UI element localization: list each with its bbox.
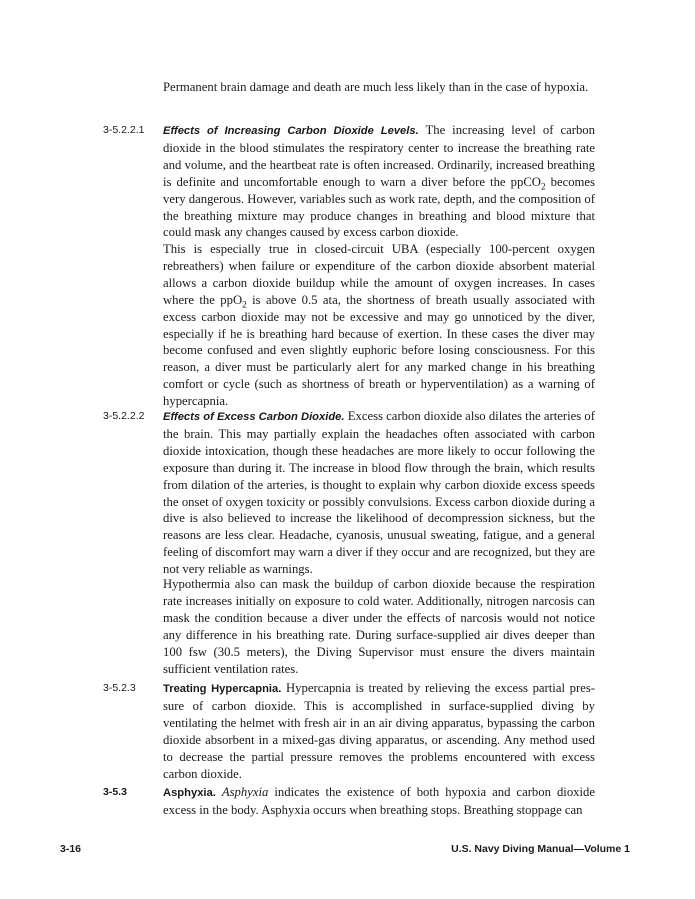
section-number-3-5-2-2-1: 3-5.2.2.1	[103, 124, 145, 136]
paragraph-asphyxia: Asphyxia. Asphyxia indicates the existence of both hypoxia and carbon dioxide excess in the body. Asphyxia occurs when breathing stops. Breathing stoppage can	[163, 785, 596, 817]
paragraph-increasing-co2: Effects of Increasing Carbon Dioxide Levels. The increasing level of carbon dioxide in the blood stimulates the respiratory center to increase the breathing rate and volume, and the heartbeat rate is often increased. Ordinarily, increased breathing is definite and uncomfortable enough to warn a diver before the ppCO$_2$ becomes very dangerous. However, variables such as work rate, depth, and the composition of the breathing mixture may produce changes in breathing and blood mixture that could mask any changes caused by excess carbon dioxide.	[163, 123, 595, 240]
paragraph-intro: Permanent brain damage and death are much less likely than in the case of hypoxia.	[163, 80, 589, 94]
paragraph-closed-circuit-uba: This is especially true in closed-circuit UBA (especially 100-percent oxygen rebreathers) when failure or expenditure of the carbon dioxide absorbent material allows a carbon dioxide buildup while the amount of oxygen increases. In cases where the ppO$_2$ is above 0.5 ata, the shortness of breath usually associated with excess carbon dioxide may not be excessive and may go unnoticed by the diver, especially if he is breathing hard because of exertion. In these cases the diver may become confused and even slightly euphoric before losing consciousness. For this reason, a diver must be particularly alert for any marked change in his breathing comfort or cycle (such as shortness of breath or hyperventilation) as a warning of hypercapnia.	[163, 242, 595, 409]
section-heading-treating-hypercapnia: Treating Hypercapnia.	[163, 683, 282, 695]
paragraph-hypothermia: Hypothermia also can mask the buildup of carbon dioxide because the respiration rate increases initially on exposure to cold water. Additionally, nitrogen narcosis can mask the condition because a diver under the effects of narcosis would not notice any difference in his breathing rate. During surface-supplied air dives deeper than 100 fsw (30.5 meters), the Diving Supervisor must ensure the divers maintain sufficient ventilation rates.	[163, 577, 595, 676]
section-number-3-5-2-2-2: 3-5.2.2.2	[103, 410, 145, 422]
footer-page-number: 3-16	[60, 843, 82, 855]
paragraph-treating-hypercapnia: Treating Hypercapnia. Hypercapnia is treated by relieving the excess partial pressure of carbon dioxide. This is accomplished in surface-supplied diving by ventilating the helmet with fresh air in an air diving apparatus, bypassing the carbon dioxide absorbent in a mixed-gas diving apparatus, or ascending. Any method used to decrease the partial pressure removes the problems encountered with excess carbon dioxide.	[163, 681, 595, 781]
paragraph-excess-co2: Effects of Excess Carbon Dioxide. Excess carbon dioxide also dilates the arteries of the brain. This may partially explain the headaches often associated with carbon dioxide intoxication, though these headaches are more likely to occur following the exposure than during it. The increase in blood flow through the brain, which results from dilation of the arteries, is thought to explain why carbon dioxide excess speeds the onset of oxygen toxicity or possibly convulsions. Excess carbon dioxide during a dive is also believed to increase the likelihood of decompression sickness, but the reasons are less clear. Headache, cyanosis, unusual sweating, fatigue, and a general feeling of discomfort may warn a diver if they occur and are recognized, but they are not very reliable as warnings.	[163, 409, 596, 577]
section-heading-excess-co2: Effects of Excess Carbon Dioxide.	[163, 411, 345, 423]
section-heading-increasing-co2: Effects of Increasing Carbon Dioxide Levels.	[163, 125, 419, 137]
section-number-3-5-3: 3-5.3	[103, 786, 127, 798]
footer-manual-title: U.S. Navy Diving Manual—Volume 1	[451, 843, 630, 855]
section-heading-asphyxia: Asphyxia.	[163, 787, 216, 799]
section-number-3-5-2-3: 3-5.2.3	[103, 682, 136, 694]
